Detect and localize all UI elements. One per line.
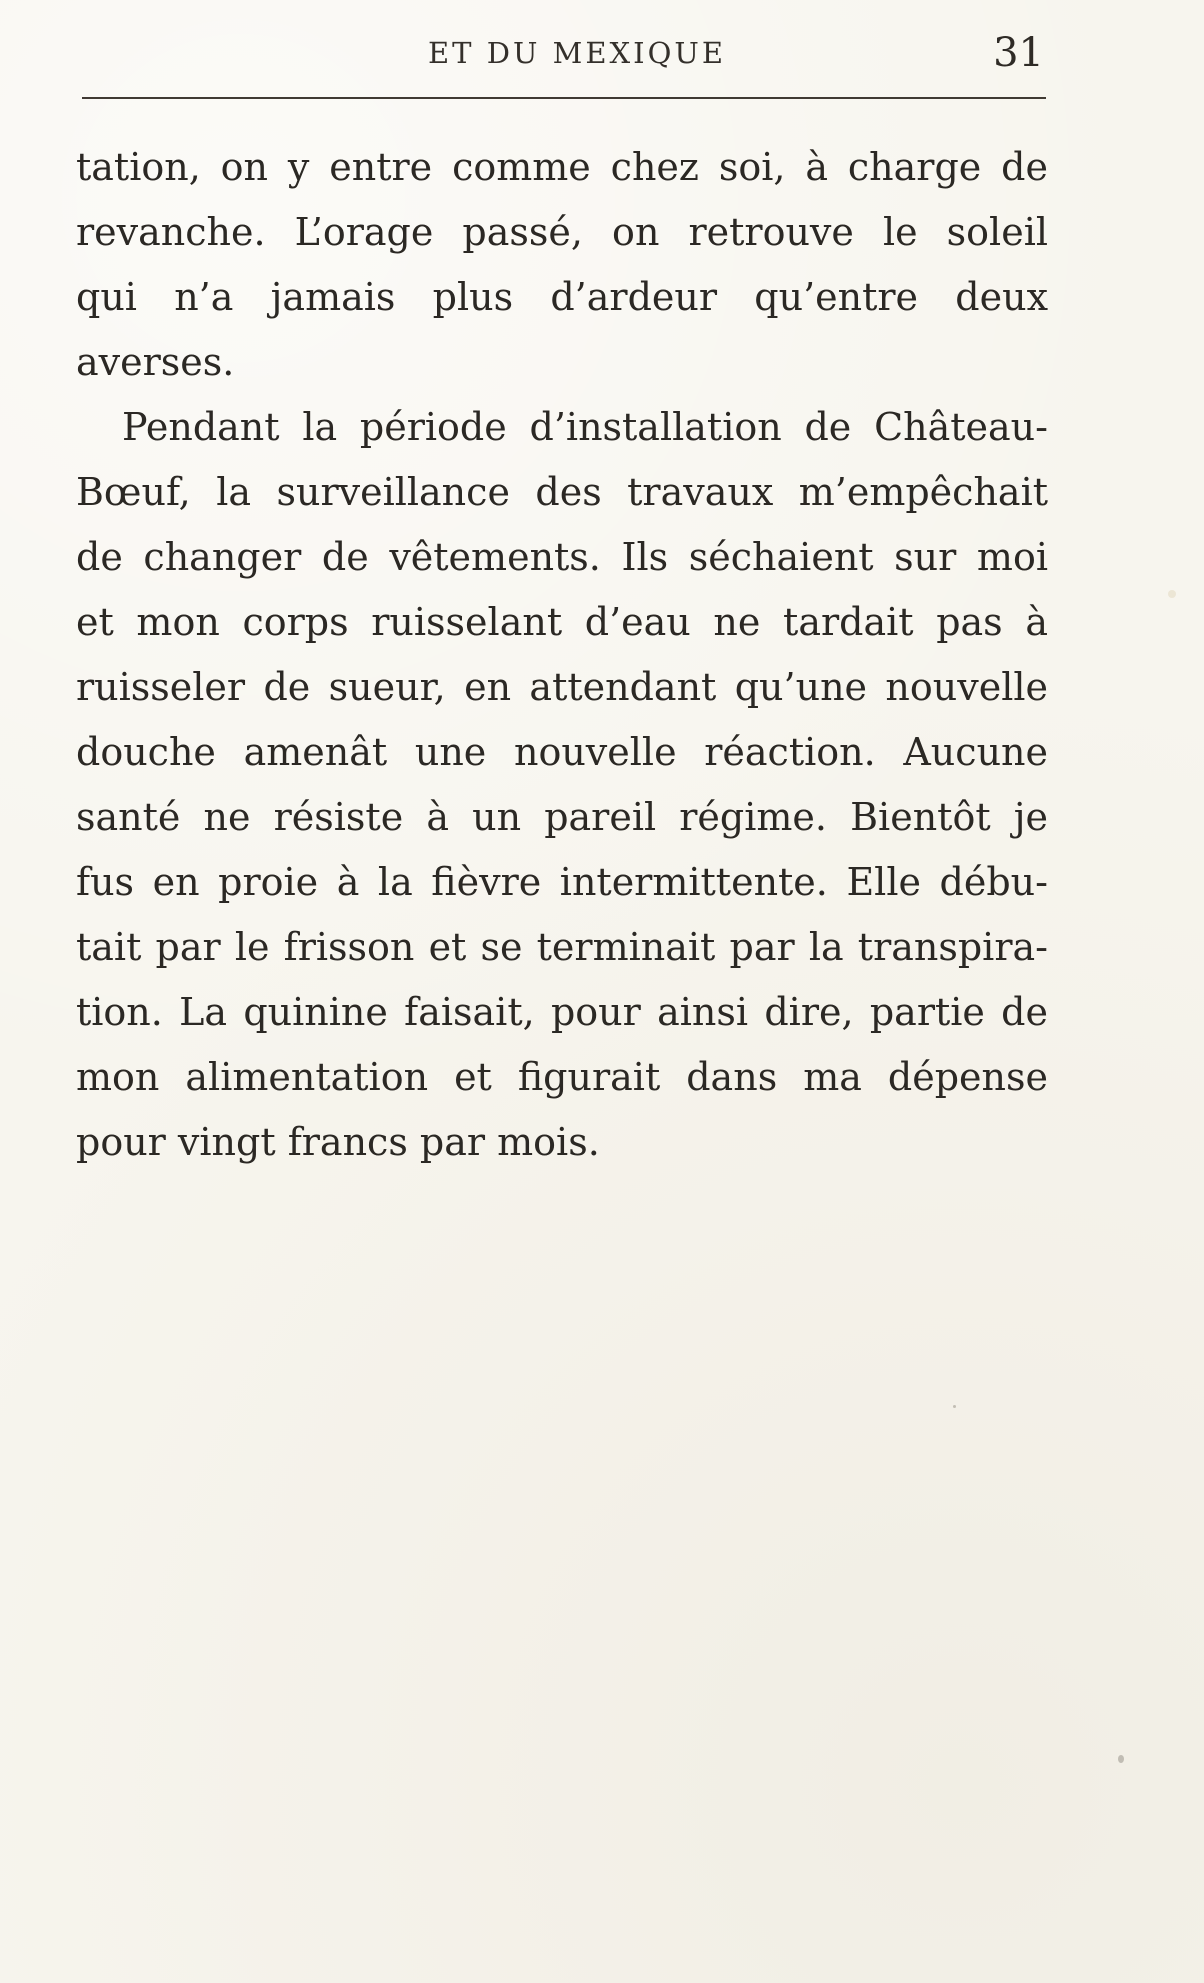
text-line: averses. [76, 340, 235, 384]
page-number: 31 [993, 30, 1044, 76]
text-line: tait par le frisson et se terminait par la transpira- [76, 925, 1048, 969]
paper-speck [953, 1405, 956, 1408]
text-line: mon alimentation et figurait dans ma dépense [76, 1055, 1048, 1099]
paper-speck [1168, 590, 1176, 598]
text-line: tation, on y entre comme chez soi, à charge de [76, 145, 1048, 189]
text-line: revanche. L’orage passé, on retrouve le soleil [76, 210, 1048, 254]
header-rule [82, 97, 1046, 99]
paragraph-2 [76, 395, 1048, 1175]
text-line: fus en proie à la fièvre intermittente. Elle débu- [76, 860, 1048, 904]
paragraph-1 [76, 135, 1048, 395]
text-line: tion. La quinine faisait, pour ainsi dire, partie de [76, 990, 1048, 1034]
text-line: pour vingt francs par mois. [76, 1120, 600, 1164]
body-text [76, 135, 1048, 1175]
running-head [0, 30, 1204, 74]
text-line: Pendant la période d’installation de Château- [122, 405, 1048, 449]
text-line: santé ne résiste à un pareil régime. Bientôt je [76, 795, 1048, 839]
text-line: Bœuf, la surveillance des travaux m’empêchait [76, 470, 1048, 514]
text-line: de changer de vêtements. Ils séchaient sur moi [76, 535, 1048, 579]
running-title: ET DU MEXIQUE [428, 36, 726, 70]
text-line: et mon corps ruisselant d’eau ne tardait pas à [76, 600, 1048, 644]
text-line: qui n’a jamais plus d’ardeur qu’entre deux [76, 275, 1048, 319]
paper-speck [1118, 1755, 1124, 1763]
text-line: douche amenât une nouvelle réaction. Aucune [76, 730, 1048, 774]
text-line: ruisseler de sueur, en attendant qu’une nouvelle [76, 665, 1048, 709]
